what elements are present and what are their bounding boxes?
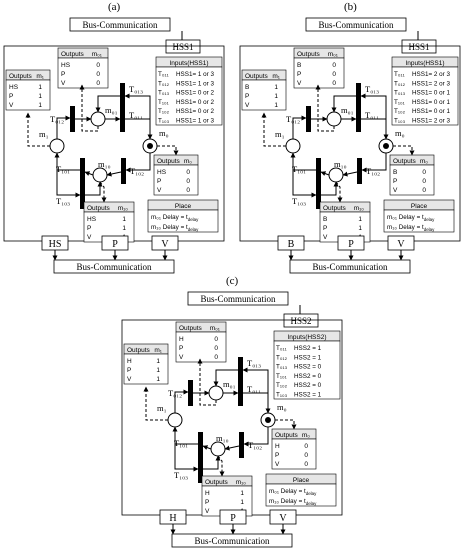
- transition-T011: [120, 106, 125, 132]
- output-label-2: V: [161, 239, 169, 250]
- table-m0-row-value: 0: [422, 187, 426, 194]
- transition-T013: [120, 83, 125, 109]
- table-m01-row-signal: P: [179, 345, 184, 352]
- table-m1-header-label: Outputs: [9, 73, 32, 80]
- table-m0-header-place: m₀: [419, 158, 428, 165]
- panel-1: [240, 1, 460, 273]
- table-m0-row-value: 0: [186, 187, 190, 194]
- transition-T102: [121, 158, 126, 184]
- table-m10-header-label: Outputs: [323, 205, 346, 212]
- panel-2: [122, 275, 342, 547]
- link-m0-table: [157, 146, 176, 155]
- table-m0-row-value: 0: [422, 178, 426, 185]
- transition-T012: [70, 106, 75, 132]
- bus-top-label: Bus-Communication: [318, 20, 394, 30]
- place-title: Place: [410, 203, 428, 210]
- panel-label: (c): [226, 275, 239, 287]
- label-T102: T₁₀₂: [130, 166, 145, 176]
- inputs-transition: T₁₀₂: [158, 108, 170, 116]
- table-m1-row-value: 1: [38, 102, 42, 109]
- label-T103: T₁₀₃: [174, 470, 189, 480]
- link-m0-table: [275, 420, 294, 429]
- table-m1-row-signal: HS: [9, 84, 19, 91]
- transition-T101: [198, 432, 203, 458]
- table-m01-row-value: 0: [332, 62, 336, 69]
- table-m1-row-value: 1: [38, 93, 42, 100]
- table-m1-header-label: Outputs: [127, 347, 150, 354]
- table-m01-header-place: m₀₁: [209, 325, 220, 332]
- inputs-transition: T₀₁₁: [394, 71, 405, 78]
- table-m0-row-signal: HS: [157, 169, 167, 176]
- table-m10-row-signal: P: [205, 499, 210, 506]
- label-T103: T₁₀₃: [56, 196, 71, 206]
- table-m0-row-value: 0: [304, 443, 308, 450]
- table-m01-header-place: m₀₁: [327, 51, 338, 58]
- table-m0-row-value: 0: [186, 178, 190, 185]
- arc-T011-m0: [243, 393, 268, 413]
- place-m1: [168, 413, 182, 427]
- inputs-transition: T₁₀₃: [276, 391, 288, 399]
- inputs-condition: HSS1= 2 or 3: [412, 71, 450, 78]
- table-m01-body: [294, 58, 344, 88]
- arc-m1-T103: [57, 153, 80, 195]
- transition-T101: [80, 158, 85, 184]
- bus-bottom-label: Bus-Communication: [194, 536, 270, 546]
- label-T103: T₁₀₃: [292, 196, 307, 206]
- bus-top-label: Bus-Communication: [82, 20, 158, 30]
- arc-T102-m10: [225, 446, 239, 449]
- table-m1-row-signal: H: [127, 358, 132, 365]
- inputs-condition: HSS2 = 0: [294, 382, 322, 390]
- output-label-1: P: [112, 239, 118, 250]
- inputs-transition: T₀₁₂: [158, 80, 170, 88]
- label-m0: m₀: [159, 128, 169, 138]
- token-m0: [383, 143, 389, 149]
- table-m01-row-value: 0: [214, 336, 218, 343]
- table-m10-row-value: 1: [240, 490, 244, 497]
- table-m01-row-value: 0: [332, 80, 336, 87]
- label-m0: m₀: [395, 128, 405, 138]
- inputs-transition: T₀₁₂: [276, 354, 288, 362]
- transition-T102: [239, 432, 244, 458]
- inputs-transition: T₀₁₂: [394, 80, 406, 88]
- table-m01-row-signal: HS: [61, 62, 71, 69]
- inputs-condition: HSS2 = 1: [294, 345, 322, 352]
- hss-label: HSS2: [290, 316, 312, 326]
- inputs-condition: HSS1= 0 or 2: [176, 98, 214, 106]
- label-T102: T₁₀₂: [248, 440, 263, 450]
- inputs-transition: T₁₀₂: [394, 108, 406, 116]
- arc-m1-T103: [293, 153, 316, 195]
- table-m0-row-signal: P: [393, 178, 398, 185]
- arc-T103-m10: [85, 182, 100, 195]
- arc-m10-T101: [203, 446, 211, 449]
- label-m0: m₀: [277, 402, 287, 412]
- table-m10-row-value: 1: [240, 499, 244, 506]
- inputs-transition: T₀₁₃: [158, 89, 170, 97]
- inputs-condition: HSS2 = 1: [294, 391, 322, 399]
- inputs-title: Inputs(HSS1): [169, 60, 209, 67]
- inputs-transition: T₁₀₂: [276, 382, 288, 390]
- label-T012: T₀₁₂: [168, 388, 183, 398]
- table-m01-row-value: 0: [96, 80, 100, 87]
- table-m1-header-label: Outputs: [245, 73, 268, 80]
- label-T012: T₀₁₂: [286, 114, 301, 124]
- transition-T013: [238, 357, 243, 383]
- table-m01-row-signal: P: [61, 71, 66, 78]
- table-m0-row-signal: V: [157, 187, 162, 194]
- inputs-transition: T₀₁₁: [158, 71, 169, 78]
- table-m10-row-value: 1: [122, 216, 126, 223]
- inputs-title: Inputs(HSS1): [405, 60, 445, 67]
- table-m10-row-signal: V: [205, 508, 210, 515]
- label-T013: T₀₁₃: [247, 358, 262, 368]
- table-m10-row-value: 1: [122, 225, 126, 232]
- arc-T011-m0: [125, 119, 150, 139]
- label-m10: m₁₀: [98, 159, 111, 169]
- place-m1: [50, 139, 64, 153]
- table-m1-row-value: 1: [274, 102, 278, 109]
- table-m1-row-signal: V: [127, 376, 132, 383]
- inputs-transition: T₁₀₁: [158, 98, 169, 106]
- table-m0-header-place: m₀: [183, 158, 192, 165]
- arc-T011-m0: [361, 119, 386, 139]
- table-m10-header-place: m₁₀: [117, 205, 128, 212]
- table-m10-header-place: m₁₀: [353, 205, 364, 212]
- link-m0-table: [393, 146, 412, 155]
- label-m10: m₁₀: [216, 433, 229, 443]
- table-m10-row-signal: H: [205, 490, 210, 497]
- table-m1-row-signal: V: [9, 102, 14, 109]
- inputs-condition: HSS1= 1 or 3: [176, 117, 214, 125]
- place-m10: [211, 442, 225, 456]
- transition-T011: [238, 380, 243, 406]
- label-m01: m₀₁: [341, 105, 354, 115]
- link-m10-table: [336, 182, 340, 202]
- transition-T012: [188, 380, 193, 406]
- inputs-condition: HSS1= 0 or 2: [176, 89, 214, 97]
- inputs-transition: T₀₁₁: [276, 345, 287, 352]
- label-T013: T₀₁₃: [365, 84, 380, 94]
- bus-top-label: Bus-Communication: [200, 294, 276, 304]
- table-m0-row-signal: H: [275, 443, 280, 450]
- inputs-condition: HSS1= 1 or 3: [176, 80, 214, 88]
- token-m0: [147, 143, 153, 149]
- inputs-condition: HSS1= 0 or 1: [412, 98, 450, 106]
- table-m1-row-value: 1: [156, 376, 160, 383]
- transition-T012: [306, 106, 311, 132]
- table-m0-header-label: Outputs: [275, 432, 298, 439]
- arc-T102-m10: [343, 172, 357, 175]
- table-m0-row-signal: B: [393, 169, 398, 176]
- bus-bottom-label: Bus-Communication: [312, 262, 388, 272]
- place-delay-row: m₁₀ Delay = $t_{delay}$: [387, 224, 435, 232]
- inputs-condition: HSS1= 0 or 2: [176, 108, 214, 116]
- table-m1-header-place: m₁: [36, 73, 44, 80]
- table-m01-row-value: 0: [214, 354, 218, 361]
- arc-m10-T101: [321, 172, 329, 175]
- place-title: Place: [292, 477, 310, 484]
- inputs-condition: HSS1= 0 or 1: [412, 108, 450, 116]
- label-T011: T₀₁₁: [129, 110, 144, 120]
- table-m0-header-label: Outputs: [393, 158, 416, 165]
- label-m01: m₀₁: [223, 379, 236, 389]
- table-m1-row-value: 1: [274, 93, 278, 100]
- table-m01-row-signal: B: [297, 62, 302, 69]
- transition-T013: [356, 83, 361, 109]
- table-m0-row-signal: V: [275, 461, 280, 468]
- place-delay-row: m₀₁ Delay = $t_{delay}$: [387, 214, 435, 222]
- label-T101: T₁₀₁: [174, 438, 189, 448]
- inputs-transition: T₁₀₁: [394, 98, 405, 106]
- table-m10-row-signal: P: [323, 225, 328, 232]
- table-m1-row-value: 1: [38, 84, 42, 91]
- table-m01-header-label: Outputs: [61, 51, 84, 58]
- label-m1: m₁: [157, 403, 167, 413]
- table-m01-header-label: Outputs: [179, 325, 202, 332]
- inputs-condition: HSS2 = 1: [294, 354, 322, 362]
- output-label-1: P: [230, 513, 236, 524]
- place-m1: [286, 139, 300, 153]
- inputs-transition: T₀₁₃: [394, 89, 406, 97]
- inputs-condition: HSS1= 0 or 1: [412, 89, 450, 97]
- label-T012: T₀₁₂: [50, 114, 65, 124]
- place-delay-row: m₀₁ Delay = $t_{delay}$: [151, 214, 199, 222]
- place-delay-row: m₁₀ Delay = $t_{delay}$: [151, 224, 199, 232]
- table-m0-row-signal: V: [393, 187, 398, 194]
- hss-label: HSS1: [408, 42, 430, 52]
- label-T013: T₀₁₃: [129, 84, 144, 94]
- table-m0-row-value: 0: [304, 452, 308, 459]
- table-m1-row-value: 1: [274, 84, 278, 91]
- hss-label: HSS1: [172, 42, 194, 52]
- arc-T103-m10: [203, 456, 218, 469]
- label-T101: T₁₀₁: [292, 164, 307, 174]
- place-m01: [209, 386, 223, 400]
- table-m0-row-value: 0: [422, 169, 426, 176]
- place-delay-row: m₀₁ Delay = $t_{delay}$: [269, 488, 317, 496]
- table-m0-row-signal: P: [275, 452, 280, 459]
- table-m10-row-signal: V: [87, 234, 92, 241]
- table-m1-row-signal: V: [245, 102, 250, 109]
- transition-T102: [357, 158, 362, 184]
- table-m1-row-signal: P: [127, 367, 132, 374]
- table-m10-row-signal: V: [323, 234, 328, 241]
- table-m0-row-value: 0: [186, 169, 190, 176]
- table-m10-header-label: Outputs: [87, 205, 110, 212]
- output-label-2: V: [397, 239, 405, 250]
- bus-bottom-label: Bus-Communication: [76, 262, 152, 272]
- table-m10-header-place: m₁₀: [235, 479, 246, 486]
- label-m1: m₁: [39, 129, 49, 139]
- table-m01-row-signal: V: [179, 354, 184, 361]
- token-m0: [265, 417, 271, 423]
- arc-T102-m10: [107, 172, 121, 175]
- inputs-condition: HSS1= 2 or 3: [412, 117, 450, 125]
- table-m01-row-signal: V: [61, 80, 66, 87]
- link-m10-table: [100, 182, 104, 202]
- table-m01-row-signal: H: [179, 336, 184, 343]
- table-m1-row-value: 1: [156, 367, 160, 374]
- table-m0-header-label: Outputs: [157, 158, 180, 165]
- arc-m1-T103: [175, 427, 198, 469]
- inputs-condition: HSS2 = 0: [294, 363, 322, 371]
- label-m1: m₁: [275, 129, 285, 139]
- table-m01-header-label: Outputs: [297, 51, 320, 58]
- output-label-0: HS: [48, 239, 62, 250]
- inputs-transition: T₁₀₃: [394, 117, 406, 125]
- panel-0: [4, 1, 224, 273]
- table-m1-row-signal: B: [245, 84, 250, 91]
- table-m1-row-signal: P: [245, 93, 250, 100]
- inputs-transition: T₁₀₁: [276, 372, 287, 380]
- table-m10-row-signal: P: [87, 225, 92, 232]
- place-delay-row: m₁₀ Delay = $t_{delay}$: [269, 498, 317, 506]
- table-m01-row-value: 0: [214, 345, 218, 352]
- table-m1-header-place: m₁: [154, 347, 162, 354]
- place-m10: [329, 168, 343, 182]
- panel-label: (b): [344, 1, 357, 13]
- arc-T103-m10: [321, 182, 336, 195]
- output-label-0: H: [169, 513, 177, 524]
- table-m10-row-value: 1: [358, 216, 362, 223]
- label-T011: T₀₁₁: [365, 110, 380, 120]
- inputs-condition: HSS2 = 0: [294, 372, 322, 380]
- table-m10-row-signal: HS: [87, 216, 97, 223]
- inputs-condition: HSS1= 2 or 3: [412, 80, 450, 88]
- place-m01: [327, 112, 341, 126]
- place-m01: [91, 112, 105, 126]
- label-m10: m₁₀: [334, 159, 347, 169]
- inputs-title: Inputs(HSS2): [287, 334, 327, 341]
- transition-T011: [356, 106, 361, 132]
- table-m1-row-signal: P: [9, 93, 14, 100]
- label-T102: T₁₀₂: [366, 166, 381, 176]
- table-m1-row-value: 1: [156, 358, 160, 365]
- link-m10-table: [218, 456, 222, 476]
- table-m01-row-value: 0: [96, 62, 100, 69]
- label-m01: m₀₁: [105, 105, 118, 115]
- label-T101: T₁₀₁: [56, 164, 71, 174]
- table-m10-row-value: 1: [358, 225, 362, 232]
- output-label-1: P: [348, 239, 354, 250]
- table-m01-row-signal: V: [297, 80, 302, 87]
- table-m0-row-value: 0: [304, 461, 308, 468]
- inputs-transition: T₁₀₃: [158, 117, 170, 125]
- transition-T101: [316, 158, 321, 184]
- table-m01-row-value: 0: [332, 71, 336, 78]
- output-label-2: V: [279, 513, 287, 524]
- output-label-0: B: [287, 239, 295, 250]
- table-m10-row-signal: B: [323, 216, 328, 223]
- table-m0-header-place: m₀: [301, 432, 310, 439]
- table-m0-row-signal: P: [157, 178, 162, 185]
- table-m01-header-place: m₀₁: [91, 51, 102, 58]
- inputs-transition: T₀₁₃: [276, 363, 288, 371]
- table-m01-row-value: 0: [96, 71, 100, 78]
- arc-m10-T101: [85, 172, 93, 175]
- table-m10-header-label: Outputs: [205, 479, 228, 486]
- table-m01-row-signal: P: [297, 71, 302, 78]
- table-m1-header-place: m₁: [272, 73, 280, 80]
- place-title: Place: [174, 203, 192, 210]
- panel-label: (a): [108, 1, 121, 13]
- inputs-condition: HSS1= 1 or 3: [176, 71, 214, 78]
- label-T011: T₀₁₁: [247, 384, 262, 394]
- place-m10: [93, 168, 107, 182]
